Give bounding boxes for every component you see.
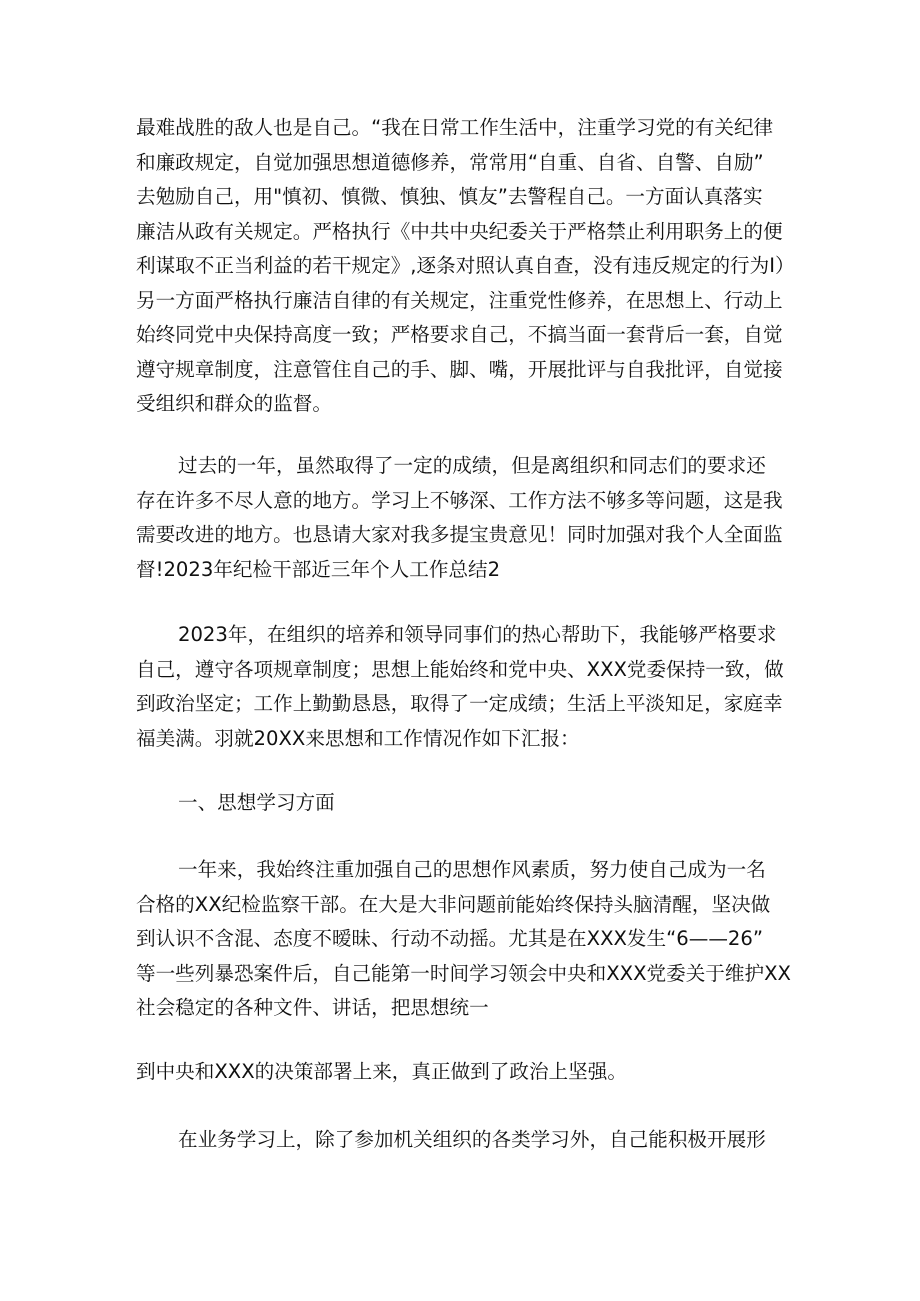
section-heading bbox=[136, 786, 796, 821]
text-line: 始终同党中央保持高度一致；严格要求自己，不搞当面一套背后一套，自觉 bbox=[136, 323, 783, 346]
heading-line: 一、思想学习方面 bbox=[178, 791, 335, 814]
text-line: 社会稳定的各种文件、讲话，把思想统一 bbox=[136, 996, 489, 1019]
text-line: 利谋取不正当利益的若干规定》,逐条对照认真自查，没有违反规定的行为I） bbox=[136, 254, 795, 277]
text-line: 福美满。羽就20XX来思想和工作情况作如下汇报： bbox=[136, 726, 580, 750]
text-line: 到中央和XXX的决策部署上来，真正做到了政治上坚强。 bbox=[136, 1060, 627, 1083]
paragraph-6 bbox=[136, 1055, 796, 1090]
text-line: 自己，遵守各项规章制度；思想上能始终和党中央、XXX党委保持一致，做 bbox=[136, 657, 784, 681]
text-line: 到政治坚定；工作上勤勤恳恳，取得了一定成绩；生活上平淡知足，家庭幸 bbox=[136, 692, 783, 715]
text-line: 到认识不含混、态度不暧昧、行动不动摇。尤其是在XXX发生“6——26” bbox=[136, 927, 763, 950]
text-line: 合格的XX纪检监察干部。在大是大非问题前能始终保持头脑清醒，坚决做 bbox=[136, 892, 771, 916]
text-line: 2023年，在组织的培养和领导同事们的热心帮助下，我能够严格要求 bbox=[178, 623, 777, 646]
text-line: 等一些列暴恐案件后，自己能第一时间学习领会中央和XXX党委关于维护XX bbox=[136, 961, 791, 985]
text-line: 督!2023年纪检干部近三年个人工作总结2 bbox=[136, 557, 501, 581]
text-line: 一年来，我始终注重加强自己的思想作风素质，努力使自己成为一名 bbox=[178, 858, 766, 881]
text-line: 最难战胜的敌人也是自己。“我在日常工作生活中，注重学习党的有关纪律 bbox=[136, 116, 774, 139]
text-line: 需要改进的地方。也恳请大家对我多提宝贵意见！同时加强对我个人全面监 bbox=[136, 523, 783, 546]
text-line: 另一方面严格执行廉洁自律的有关规定，注重党性修养，在思想上、行动上 bbox=[136, 288, 783, 312]
text-line: 和廉政规定，自觉加强思想道德修养，常常用“自重、自省、自警、自励” bbox=[136, 150, 764, 174]
text-line: 廉洁从政有关规定。严格执行《中共中央纪委关于严格禁止利用职务上的便 bbox=[136, 219, 783, 243]
text-line: 过去的一年，虽然取得了一定的成绩，但是离组织和同志们的要求还 bbox=[178, 454, 766, 477]
paragraph-5 bbox=[136, 853, 796, 1026]
paragraph-2 bbox=[136, 449, 796, 587]
text-line: 去勉励自己，用"慎初、慎微、慎独、慎友”去警程自己。一方面认真落实 bbox=[136, 185, 763, 208]
paragraph-1 bbox=[136, 111, 796, 422]
text-line: 遵守规章制度，注意管住自己的手、脚、嘴，开展批评与自我批评，自觉接 bbox=[136, 357, 783, 381]
paragraph-7 bbox=[136, 1123, 796, 1158]
text-line: 受组织和群众的监督。 bbox=[136, 392, 332, 415]
paragraph-3 bbox=[136, 618, 796, 756]
text-line: 在业务学习上，除了参加机关组织的各类学习外，自己能积极开展形 bbox=[178, 1128, 766, 1151]
text-line: 存在许多不尽人意的地方。学习上不够深、工作方法不够多等问题，这是我 bbox=[136, 488, 783, 512]
